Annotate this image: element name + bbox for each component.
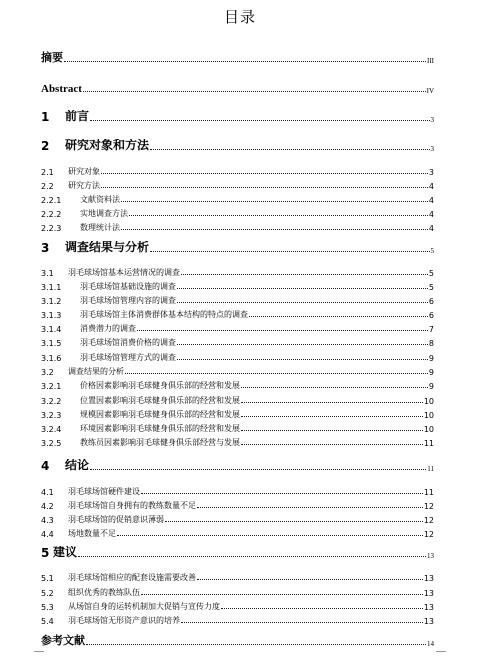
dot-leader [177, 302, 428, 303]
dot-leader [241, 444, 423, 445]
toc-page-number: 4 [428, 196, 434, 205]
toc-page-number: 5 [428, 283, 434, 292]
toc-page-number: 4 [428, 210, 434, 219]
toc-page-number: 14 [427, 640, 434, 648]
toc-entry-number: 3.1 [41, 269, 54, 278]
toc-page-number: 6 [428, 311, 434, 320]
toc-page-number: 10 [423, 425, 434, 434]
toc-page-number: 12 [423, 502, 434, 511]
toc-entry[interactable] [41, 349, 434, 363]
toc-page-number: 13 [423, 617, 434, 626]
toc-page-number: 8 [428, 339, 434, 348]
toc-page-number: 3 [430, 145, 434, 153]
toc-entry-text: 组织优秀的教练队伍 [68, 588, 140, 597]
toc-entry-number: 5.3 [41, 603, 54, 612]
dot-leader [141, 594, 423, 595]
toc-entry[interactable] [41, 177, 434, 191]
toc-entry[interactable] [41, 219, 434, 233]
toc-entry[interactable] [41, 363, 434, 377]
toc-entry-text: 羽毛球场馆管理方式的调查 [80, 353, 176, 362]
toc-entry-number: 2.1 [41, 168, 54, 177]
toc-entry-abstract-cn[interactable] [41, 51, 434, 65]
toc-chapter-5[interactable] [41, 546, 434, 560]
toc-page-number: 10 [423, 411, 434, 420]
toc-entry[interactable] [41, 584, 434, 598]
toc-entry-number: 5.2 [41, 589, 54, 598]
dot-leader [150, 149, 429, 150]
toc-entry-number: 4.3 [41, 516, 54, 525]
toc-entry-text: 调查结果的分析 [68, 367, 124, 376]
toc-entry[interactable] [41, 392, 434, 406]
toc-chapter-number: 3 [41, 241, 50, 255]
toc-entry-text: 消费潜力的调查 [80, 324, 136, 333]
toc-page-number: 3 [430, 116, 434, 124]
toc-entry-number: 2.2 [41, 182, 54, 191]
toc-page-number: 9 [428, 368, 434, 377]
toc-entry-number: 5.1 [41, 574, 54, 583]
toc-entry-text: 价格因素影响羽毛球健身俱乐部的经营和发展 [80, 381, 240, 390]
dot-leader [90, 469, 426, 470]
toc-chapter-1[interactable] [41, 110, 434, 124]
toc-page-number: 13 [423, 603, 434, 612]
toc-entry-text: 羽毛球场馆无形资产意识的培养 [68, 616, 180, 625]
dot-leader [221, 608, 423, 609]
dot-leader [197, 579, 423, 580]
dot-leader [78, 556, 426, 557]
toc-entry-text: 羽毛球场馆消费价格的调查 [80, 338, 176, 347]
dot-leader [241, 402, 423, 403]
toc-entry[interactable] [41, 163, 434, 177]
toc-chapter-text: 调查结果与分析 [65, 241, 150, 254]
toc-chapter-4[interactable] [41, 459, 434, 473]
toc-page-number: III [427, 57, 434, 65]
toc-page-number: 10 [423, 397, 434, 406]
dot-leader [177, 288, 428, 289]
toc-entry-number: 3.2.5 [41, 439, 62, 448]
toc-entry-text: 羽毛球场馆相应的配套设施需要改善 [68, 573, 196, 582]
toc-entry-text: 实地调查方法 [80, 209, 128, 218]
toc-entry-number: 3.2.4 [41, 425, 62, 434]
toc-entry[interactable] [41, 420, 434, 434]
dot-leader [165, 521, 423, 522]
toc-chapter-number: 2 [41, 139, 50, 153]
toc-entry-text: 羽毛球场馆管理内容的调查 [80, 296, 176, 305]
toc-entry[interactable] [41, 511, 434, 525]
toc-entry-text: 研究对象 [68, 167, 100, 176]
toc-entry-number: 3.2.3 [41, 411, 62, 420]
toc-entry[interactable] [41, 320, 434, 334]
dot-leader [125, 373, 428, 374]
toc-entry-number: 3.1.5 [41, 339, 62, 348]
toc-entry[interactable] [41, 264, 434, 278]
toc-entry-text: 羽毛球场馆基础设施的调查 [80, 282, 176, 291]
toc-entry[interactable] [41, 434, 434, 448]
toc-entry[interactable] [41, 598, 434, 612]
toc-entry[interactable] [41, 569, 434, 583]
dot-leader [86, 644, 426, 645]
toc-page-number: 6 [428, 297, 434, 306]
toc-entry-number: 3.1.2 [41, 297, 62, 306]
dot-leader [177, 344, 428, 345]
toc-title: 目录 [223, 8, 256, 26]
toc-entry-text: 摘要 [41, 51, 63, 64]
toc-entry-text: 教练员因素影响羽毛球健身俱乐部经营与发展 [80, 438, 240, 447]
toc-entry-text: 羽毛球场馆基本运营情况的调查 [68, 268, 180, 277]
dot-leader [129, 215, 428, 216]
toc-entry-number: 4.1 [41, 488, 54, 497]
toc-page-number: 11 [423, 488, 434, 497]
toc-entry[interactable] [41, 205, 434, 219]
dot-leader [241, 416, 423, 417]
toc-entry[interactable] [41, 278, 434, 292]
toc-page-number: IV [426, 87, 434, 95]
toc-page-number: 4 [428, 182, 434, 191]
toc-entry-text: 从场馆自身的运转机制加大促销与宣传力度 [68, 602, 220, 611]
dot-leader [121, 229, 428, 230]
toc-entry[interactable] [41, 306, 434, 320]
toc-chapter-3[interactable] [41, 241, 434, 255]
toc-chapter-number: 5 [41, 546, 50, 560]
toc-entry-number: 5.4 [41, 617, 54, 626]
toc-page-number: 3 [428, 168, 434, 177]
toc-page-number: 11 [423, 439, 434, 448]
dot-leader [241, 387, 428, 388]
toc-entry-number: 3.2.2 [41, 397, 62, 406]
toc-chapter-text: 建议 [53, 546, 78, 559]
toc-page-number: 11 [427, 465, 434, 473]
toc-entry[interactable] [41, 334, 434, 348]
dot-leader [101, 173, 428, 174]
toc-entry-text: 场地数量不足 [68, 529, 116, 538]
dot-leader [137, 330, 428, 331]
toc-entry-text: 羽毛球场馆的促销意识薄弱 [68, 515, 164, 524]
toc-chapter-text: 结论 [65, 459, 90, 472]
toc-page-number: 7 [428, 325, 434, 334]
toc-page-number: 9 [428, 382, 434, 391]
toc-page-number: 4 [428, 224, 434, 233]
toc-chapter-number: 4 [41, 459, 50, 473]
toc-entry-text: 参考文献 [41, 634, 85, 647]
toc-chapter-2[interactable] [41, 139, 434, 153]
dot-leader [121, 201, 428, 202]
toc-entry-text: 数理统计法 [80, 223, 120, 232]
dot-leader [197, 507, 423, 508]
toc-entry-text: 规模因素影响羽毛球健身俱乐部的经营和发展 [80, 410, 240, 419]
dot-leader [64, 61, 426, 62]
toc-page-number: 5 [428, 269, 434, 278]
toc-entry-text: 羽毛球场馆主体消费群体基本结构的特点的调查 [80, 310, 248, 319]
toc-entry-number: 2.2.1 [41, 196, 62, 205]
dot-leader [83, 91, 426, 92]
toc-page-number: 13 [423, 589, 434, 598]
toc-entry-number: 3.1.4 [41, 325, 62, 334]
toc-entry-text: 羽毛球场馆硬件建设 [68, 487, 140, 496]
toc-chapter-text: 研究对象和方法 [65, 139, 150, 152]
toc-entry-number: 4.4 [41, 530, 54, 539]
toc-entry-text: 羽毛球场馆自身拥有的教练数量不足 [68, 501, 196, 510]
dot-leader [249, 316, 428, 317]
dot-leader [141, 493, 423, 494]
toc-entry-references[interactable] [41, 634, 434, 648]
dot-leader [150, 251, 429, 252]
toc-page-number: 13 [427, 552, 434, 560]
toc-entry-abstract-en[interactable] [41, 81, 434, 95]
dot-leader [181, 274, 428, 275]
toc-entry-text: Abstract [41, 83, 82, 95]
toc-entry-text: 位置因素影响羽毛球健身俱乐部的经营和发展 [80, 396, 240, 405]
toc-entry[interactable] [41, 406, 434, 420]
toc-entry-number: 2.2.3 [41, 224, 62, 233]
toc-entry-number: 2.2.2 [41, 210, 62, 219]
toc-entry-number: 3.2 [41, 368, 54, 377]
dot-leader [90, 120, 429, 121]
toc-entry[interactable] [41, 612, 434, 626]
toc-entry-number: 3.1.1 [41, 283, 62, 292]
dot-leader [177, 359, 428, 360]
toc-chapter-number: 1 [41, 110, 50, 124]
toc-page-number: 12 [423, 516, 434, 525]
toc-entry-number: 3.2.1 [41, 382, 62, 391]
toc-page-number: 5 [430, 247, 434, 255]
toc-entry[interactable] [41, 497, 434, 511]
toc-chapter-text: 前言 [65, 110, 90, 123]
toc-page-number: 12 [423, 530, 434, 539]
toc-page-number: 9 [428, 354, 434, 363]
dot-leader [181, 622, 423, 623]
toc-entry-text: 文献资料法 [80, 195, 120, 204]
toc-page-number: 13 [423, 574, 434, 583]
dot-leader [101, 187, 428, 188]
toc-entry-number: 3.1.3 [41, 311, 62, 320]
dot-leader [241, 430, 423, 431]
toc-entry[interactable] [41, 191, 434, 205]
toc-entry-number: 3.1.6 [41, 354, 62, 363]
toc-entry[interactable] [41, 292, 434, 306]
dot-leader [117, 535, 423, 536]
toc-entry[interactable] [41, 525, 434, 539]
toc-entry-text: 环境因素影响羽毛球健身俱乐部的经营和发展 [80, 424, 240, 433]
toc-entry[interactable] [41, 483, 434, 497]
toc-entry-number: 4.2 [41, 502, 54, 511]
toc-entry[interactable] [41, 377, 434, 391]
toc-entry-text: 研究方法 [68, 181, 100, 190]
